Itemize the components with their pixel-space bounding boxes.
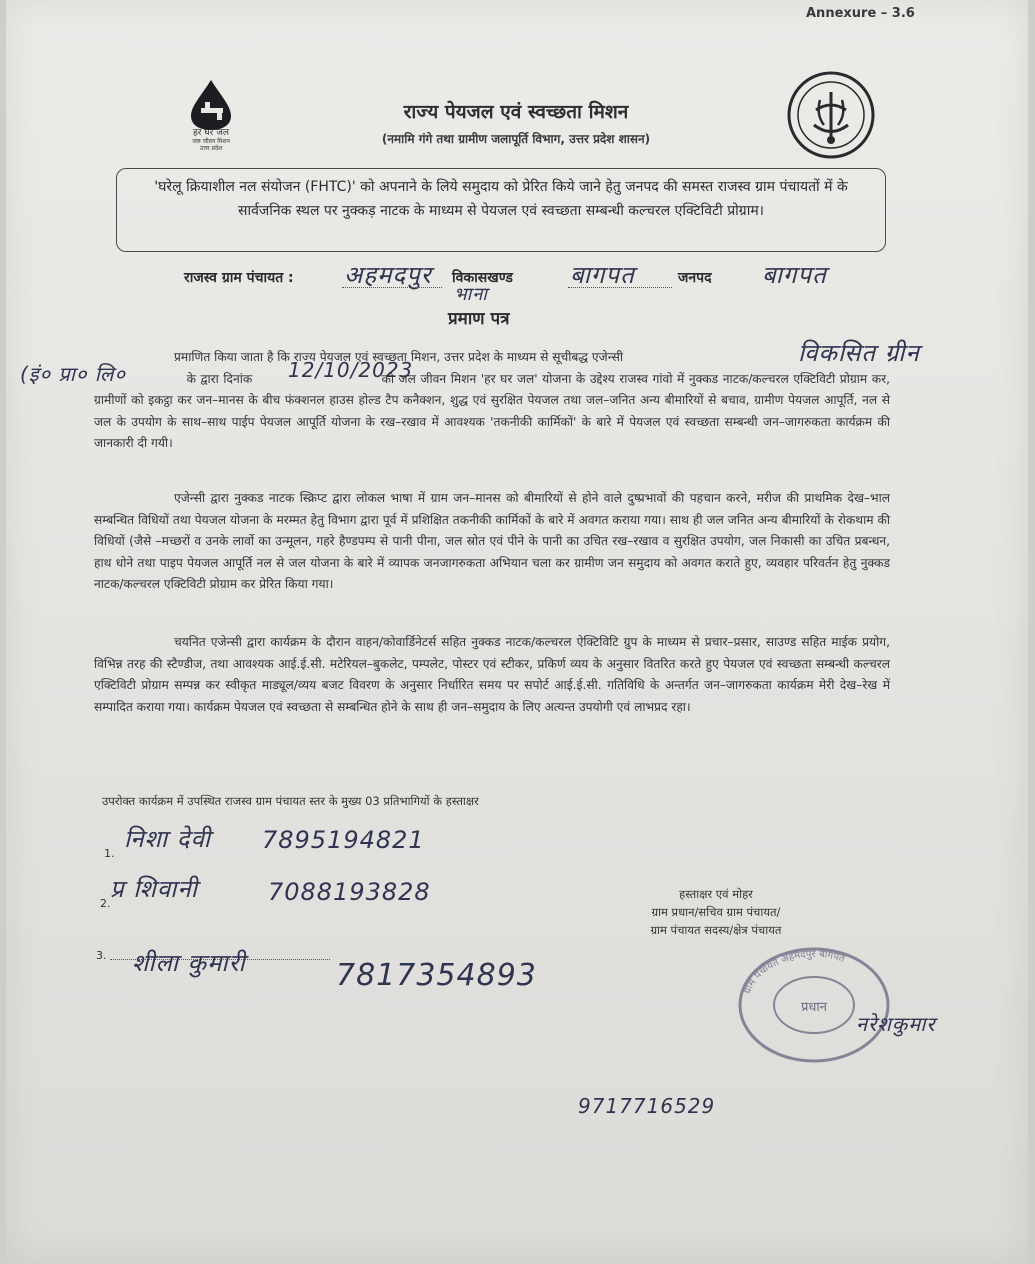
participant-number: 1. xyxy=(104,847,115,860)
participant-name-3: शीला कुमारी xyxy=(132,949,246,977)
district-value: बागपत xyxy=(762,261,827,289)
signature-line3: ग्राम पंचायत सदस्य/क्षेत्र पंचायत xyxy=(650,923,782,937)
panchayat-value: अहमदपुर xyxy=(344,261,432,289)
up-government-emblem xyxy=(786,70,876,160)
paragraph-certification xyxy=(94,347,890,455)
mission-subtitle: (नमामि गंगे तथा ग्रामीण जलापूर्ति विभाग, उत्तर प्रदेश शासन) xyxy=(381,132,651,146)
p1-part-c: को जल जीवन मिशन 'हर घर जल' योजना के उद्देश्य राजस्व गांवो में नुक्कड नाटक/कल्चरल एक्टिविटी प्रोग्राम कर, ग्रामीणों को इकट्ठा कर जन–मानस के बीच फंक्शनल हाउस होल्ड टैप कनैक्शन, शुद्ध एवं सुरक्षित पेयजल तथा जल–जनित अन्य बीमारियों से बचाव, ग्रामीण पेयजल आपूर्ति, नल से जल के उपयोग के साथ–साथ पाईप पेयजल आपूर्ति योजना के रख–रखाव में आवश्यक 'तकनीकी कार्मिकों' के बारे में पेयजल एवं स्वच्छता सम्बन्धी जन–जागरुकता कार्यक्रम की जानकारी दी गयी। xyxy=(94,371,891,450)
participant-number: 3. xyxy=(96,949,107,962)
participant-row-3 xyxy=(96,944,107,963)
signature-block xyxy=(606,885,826,939)
certificate-title: प्रमाण पत्र xyxy=(448,309,510,329)
participant-phone-1: 7895194821 xyxy=(262,826,425,854)
block-fill-line xyxy=(568,286,672,288)
block-value: बागपत xyxy=(570,261,635,289)
p1-part-a: प्रमाणित किया जाता है कि राज्य पेयजल एवं स्वच्छता मिशन, उत्तर प्रदेश के माध्यम से सूचीबद्ध एजेन्सी xyxy=(174,350,624,364)
logo-caption-line3: उत्तर प्रदेश xyxy=(199,145,223,152)
participant-row-2 xyxy=(100,892,111,911)
paragraph-activities: चयनित एजेन्सी द्वारा कार्यक्रम के दौरान वाहन/कोवार्डिनेटर्स सहित नुक्कड नाटक/कल्चरल ऐक्टिविटि ग्रुप के माध्यम से प्रचार–प्रसार, साउण्ड सहित माईक प्रयोग, विभिन्न तरह की स्टैण्डीज, तथा आवश्यक आई.ई.सी. मटेरियल–बुकलेट, पम्पलेट, पोस्टर एवं स्टीकर, प्रकिर्ण व्यय के अनुसार वितरित करते हुए पेयजल एवं स्वच्छता सम्बन्धी कल्चरल एक्टिविटी प्रोग्राम सम्पन्न कर स्वीकृत माड्यूल/व्यय बजट विवरण के अनुसार निर्धारित समय पर सपोर्ट आई.ई.सी. गतिविधि के अन्तर्गत जन–जागरुकता कार्यक्रम मेरी देख–रेख में सम्पादित कराया गया। कार्यक्रम पेयजल एवं स्वच्छता से सम्बन्धित होने के साथ ही जन–समुदाय के लिए अत्यन्त उपयोगी एवं लाभप्रद रहा। xyxy=(94,635,890,714)
p1-part-b: के द्वारा दिनांक xyxy=(186,371,253,386)
logo-caption-line2: जल जीवन मिशन xyxy=(192,138,230,145)
stamp-seal-icon xyxy=(734,945,894,1065)
participant-number: 2. xyxy=(100,897,111,910)
stamp-center-text: प्रधान xyxy=(801,1000,827,1015)
participant-phone-3: 7817354893 xyxy=(336,958,537,993)
program-date-handwritten: 12/10/2023 xyxy=(288,358,414,382)
signature-line1: हस्ताक्षर एवं मोहर xyxy=(679,887,753,901)
district-label: जनपद xyxy=(678,270,712,286)
pradhan-phone: 9717716529 xyxy=(578,1094,716,1118)
logo-caption-line1: हर घर जल xyxy=(193,128,229,138)
participants-intro: उपरोक्त कार्यक्रम में उपस्थित राजस्व ग्राम पंचायत स्तर के मुख्य 03 प्रतिभागियों के हस्ताक्षर xyxy=(102,794,479,808)
block-extra: भाना xyxy=(454,284,488,305)
document-page xyxy=(6,0,1028,1264)
signature-line2: ग्राम प्रधान/सचिव ग्राम पंचायत/ xyxy=(651,905,781,919)
agency-suffix-handwritten: (इं० प्रा० लि० xyxy=(20,362,126,386)
annexure-label: Annexure – 3.6 xyxy=(806,6,915,21)
emblem-icon xyxy=(786,70,876,160)
paragraph-awareness: एजेन्सी द्वारा नुक्कड नाटक स्क्रिप्ट द्वारा लोकल भाषा में ग्राम जन–मानस को बीमारियों से होने वाले दुष्प्रभावों की पहचान करने, मरीज की प्राथमिक देख–भाल सम्बन्धित विधियों तथा पेयजल योजना के मरम्मत हेतु विभाग द्वारा पूर्व में प्रशिक्षित तकनीकी कार्मिकों के बारे में अवगत कराया गया। साथ ही जल जनित अन्य बीमारियों के रोकथाम की विधियों (जैसे –मच्छरों व उनके लार्वो का उन्मूलन, गहरे हैण्डपम्प से पानी पीना, जल स्रोत एवं पीने के पानी का उचित रख–रखाव व सुरक्षित उपयोग, जल निकासी का उचित प्रबन्धन, हाथ धोने तथा पाइप पेयजल आपूर्ति नल से जल योजना के बारे में व्यापक जनजागरुकता अभियान चला कर ग्रामीण जन समुदाय को अवगत कराते हुए, व्यवहार परिवर्तन हेतु नुक्कड नाटक/कल्चरल एक्टिविटी प्रोग्राम कर प्रेरित किया गया। xyxy=(94,491,890,591)
panchayat-fill-line xyxy=(342,286,442,288)
program-notice-box: 'घरेलू क्रियाशील नल संयोजन (FHTC)' को अपनाने के लिये समुदाय को प्रेरित किये जाने हेतु जनपद की समस्त राजस्व ग्राम पंचायतों में के सार्वजनिक स्थल पर नुक्कड़ नाटक के माध्यम से पेयजल एवं स्वच्छता सम्बन्धी कल्चरल एक्टिविटी प्रोग्राम। xyxy=(116,168,886,252)
participant-row-1 xyxy=(104,842,115,861)
agency-name-handwritten: विकसित ग्रीन xyxy=(798,339,920,367)
participant-phone-2: 7088193828 xyxy=(268,878,431,906)
participant-name-2: प्र शिवानी xyxy=(110,875,198,903)
svg-text:ग्राम पंचायत अहमदपुर बागपत xyxy=(742,949,846,996)
block-label: विकासखण्ड xyxy=(452,270,513,286)
mission-title: राज्य पेयजल एवं स्वच्छता मिशन xyxy=(403,101,629,123)
pradhan-signature: नरेशकुमार xyxy=(856,1012,936,1036)
panchayat-label: राजस्व ग्राम पंचायत : xyxy=(184,270,294,286)
participant-name-1: निशा देवी xyxy=(124,825,212,853)
pradhan-stamp xyxy=(734,945,894,1065)
stamp-ring-text: ग्राम पंचायत अहमदपुर बागपत xyxy=(742,948,847,996)
